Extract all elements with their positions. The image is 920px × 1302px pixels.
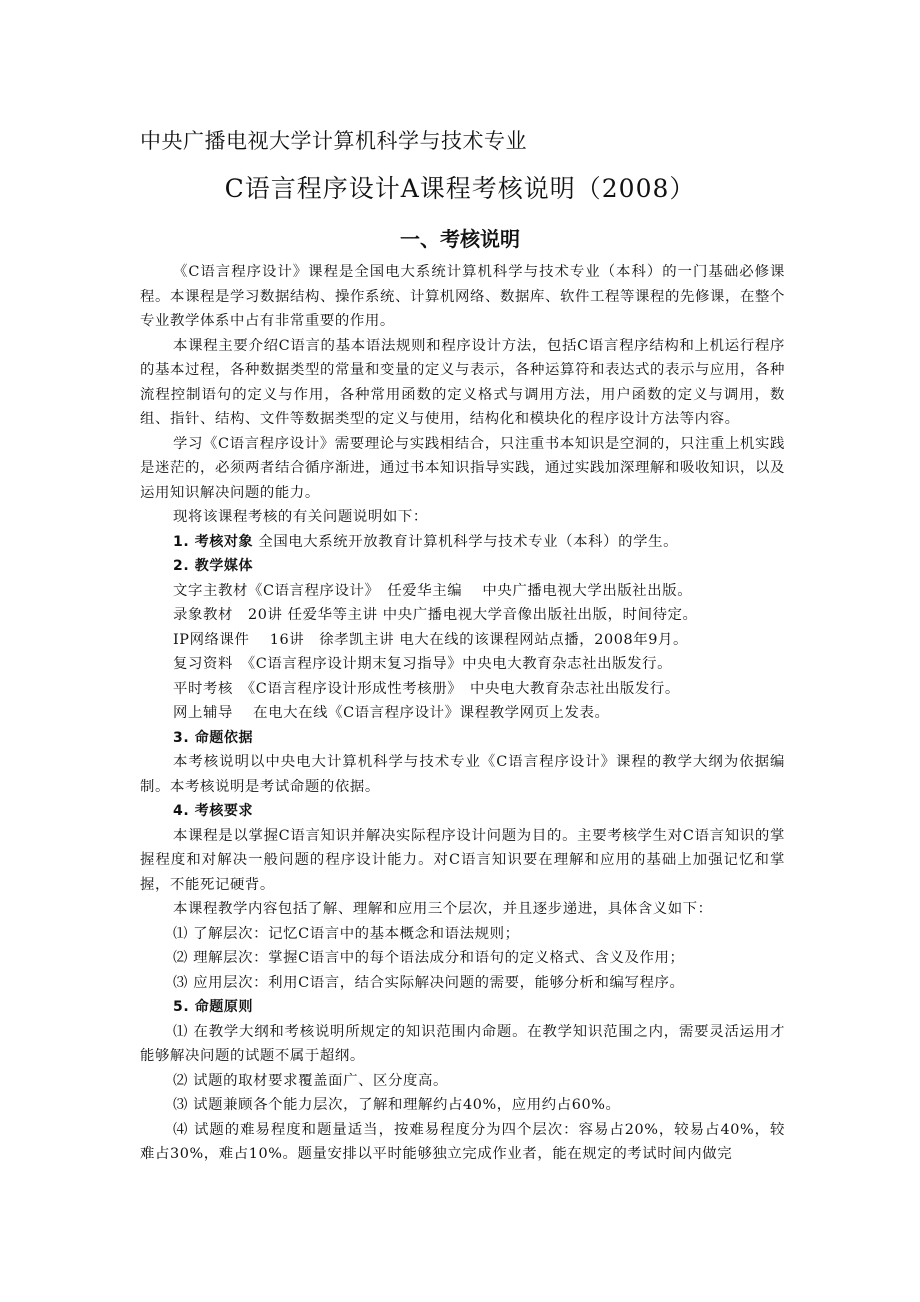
section-4-paragraph-1: 本课程是以掌握C语言知识并解决实际程序设计问题为目的。主要考核学生对C语言知识的掌握程度和对解决一般问题的程序设计能力。对C语言知识要在理解和应用的基础上加强记忆和掌握，不能死记硬背。 — [140, 827, 785, 893]
principle-item-2: ⑵ 试题的取材要求覆盖面广、区分度高。 — [173, 1072, 449, 1089]
principle-item-1: ⑴ 在教学大纲和考核说明所规定的知识范围内命题。在教学知识范围之内，需要灵活运用才能够解决问题的试题不属于超纲。 — [140, 1023, 785, 1064]
section-1-line — [140, 530, 785, 555]
intro-paragraph-2: 本课程主要介绍C语言的基本语法规则和程序设计方法，包括C语言程序结构和上机运行程序的基本过程，各种数据类型的常量和变量的定义与表示，各种运算符和表达式的表示与应用，各种流程控制语句的定义与作用，各种常用函数的定义格式与调用方法，用户函数的定义与调用，数组、指针、结构、文件等数据类型的定义与使用，结构化和模块化的程序设计方法等内容。 — [140, 337, 785, 427]
principle-item-3: ⑶ 试题兼顾各个能力层次，了解和理解约占40%，应用约占60%。 — [173, 1097, 621, 1113]
section-5-heading: 5. 命题原则 — [173, 999, 254, 1015]
level-item-2: ⑵ 理解层次：掌握C语言中的每个语法成分和语句的定义格式、含义及作用； — [173, 950, 685, 966]
intro-paragraph-3: 学习《C语言程序设计》需要理论与实践相结合，只注重书本知识是空洞的，只注重上机实践是迷茫的，必须两者结合循序渐进，通过书本知识指导实践，通过实践加深理解和吸收知识，以及运用知识解决问题的能力。 — [140, 435, 785, 501]
media-item-2: 录象教材 20讲 任爱华等主讲 中央广播电视大学音像出版社出版，时间待定。 — [173, 607, 698, 623]
section-1-text: 全国电大系统开放教育计算机科学与技术专业（本科）的学生。 — [258, 533, 679, 550]
intro-paragraph-4: 现将该课程考核的有关问题说明如下： — [173, 509, 428, 525]
document-body — [140, 260, 785, 1167]
media-item-1: 文字主教材《C语言程序设计》 任爱华主编 中央广播电视大学出版社出版。 — [173, 582, 693, 599]
intro-paragraph-1: 《C语言程序设计》课程是全国电大系统计算机科学与技术专业（本科）的一门基础必修课程。本课程是学习数据结构、操作系统、计算机网络、数据库、软件工程等课程的先修课，在整个专业教学体系中占有非常重要的作用。 — [140, 264, 785, 329]
section-3-heading: 3. 命题依据 — [173, 729, 254, 746]
page-title: C语言程序设计A课程考核说明（2008） — [224, 174, 696, 203]
section-1-label: 1. 考核对象 — [173, 533, 254, 550]
level-item-3: ⑶ 应用层次：利用C语言，结合实际解决问题的需要，能够分析和编写程序。 — [173, 974, 685, 991]
principle-item-4: ⑷ 试题的难易程度和题量适当，按难易程度分为四个层次：容易占20%，较易占40%，较难占30%，难占10%。题量安排以平时能够独立完成作业者，能在规定的考试时间内做完 — [140, 1121, 785, 1162]
media-item-3: IP网络课件 16讲 徐孝凯主讲 电大在线的该课程网站点播，2008年9月。 — [173, 631, 688, 648]
section-2-heading: 2. 教学媒体 — [173, 558, 254, 574]
section-4-paragraph-2: 本课程教学内容包括了解、理解和应用三个层次，并且逐步递进，具体含义如下： — [173, 901, 713, 917]
media-item-4: 复习资料 《C语言程序设计期末复习指导》中央电大教育杂志社出版发行。 — [173, 656, 673, 672]
section-4-heading: 4. 考核要求 — [173, 803, 254, 819]
section-title: 一、考核说明 — [400, 227, 520, 251]
org-title: 中央广播电视大学计算机科学与技术专业 — [140, 129, 527, 153]
section-3-paragraph: 本考核说明以中央电大计算机科学与技术专业《C语言程序设计》课程的教学大纲为依据编制。本考核说明是考试命题的依据。 — [140, 754, 785, 795]
level-item-1: ⑴ 了解层次：记忆C语言中的基本概念和语法规则； — [173, 925, 520, 942]
media-item-5: 平时考核 《C语言程序设计形成性考核册》 中央电大教育杂志社出版发行。 — [173, 680, 680, 697]
media-item-6: 网上辅导 在电大在线《C语言程序设计》课程教学网页上发表。 — [173, 705, 610, 721]
